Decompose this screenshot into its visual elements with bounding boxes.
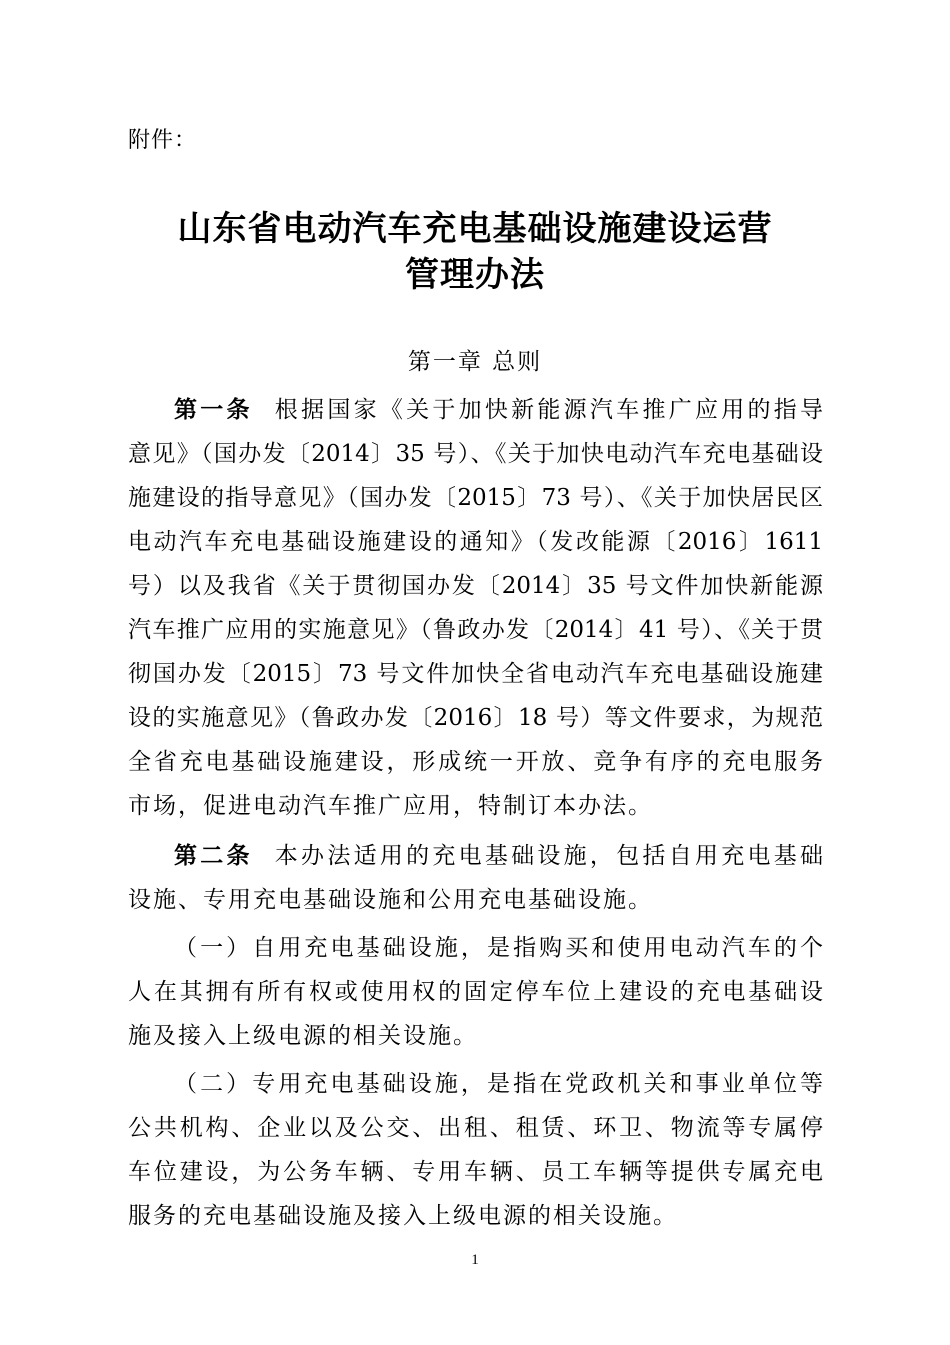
item-1-text-line: 人在其拥有所有权或使用权的固定停车位上建设的充电基础设 bbox=[128, 979, 823, 1005]
article-1-first-line bbox=[174, 388, 823, 432]
article-1-text-line: 电动汽车充电基础设施建设的通知》（发改能源〔2016〕1611 bbox=[128, 529, 823, 555]
item-2-text-line: 服务的充电基础设施及接入上级电源的相关设施。 bbox=[128, 1203, 678, 1229]
page-number: 1 bbox=[471, 1252, 479, 1268]
article-1-text-line: 设的实施意见》（鲁政办发〔2016〕18 号）等文件要求，为规范 bbox=[128, 705, 823, 731]
article-1-text-line: 市场，促进电动汽车推广应用，特制订本办法。 bbox=[128, 793, 653, 819]
article-1-text-line: 施建设的指导意见》（国办发〔2015〕73 号）、《关于加快居民区 bbox=[128, 485, 823, 511]
article-1-text-line: 意见》（国办发〔2014〕35 号）、《关于加快电动汽车充电基础设 bbox=[128, 441, 823, 467]
item-2-text-line: 公共机构、企业以及公交、出租、租赁、环卫、物流等专属停 bbox=[128, 1115, 823, 1141]
item-2-text-line: 车位建设，为公务车辆、专用车辆、员工车辆等提供专属充电 bbox=[128, 1159, 823, 1185]
item-1-text-line: （一）自用充电基础设施，是指购买和使用电动汽车的个 bbox=[174, 935, 823, 961]
attachment-label: 附件： bbox=[128, 128, 198, 153]
article-1-text-line: 根据国家《关于加快新能源汽车推广应用的指导 bbox=[274, 397, 824, 423]
article-1-label: 第一条 bbox=[174, 397, 253, 423]
article-2-label: 第二条 bbox=[174, 843, 253, 869]
document-title-line-1: 山东省电动汽车充电基础设施建设运营 bbox=[177, 209, 773, 249]
item-2-text-line: （二）专用充电基础设施，是指在党政机关和事业单位等 bbox=[174, 1071, 823, 1097]
article-2-first-line bbox=[174, 834, 823, 878]
document-title-line-2: 管理办法 bbox=[405, 255, 545, 295]
chapter-heading: 第一章 总则 bbox=[407, 349, 543, 375]
article-1-text-line: 号）以及我省《关于贯彻国办发〔2014〕35 号文件加快新能源 bbox=[128, 573, 823, 599]
article-1-text-line: 全省充电基础设施建设，形成统一开放、竞争有序的充电服务 bbox=[128, 749, 823, 775]
article-1-text-line: 彻国办发〔2015〕73 号文件加快全省电动汽车充电基础设施建 bbox=[128, 661, 823, 687]
item-1-text-line: 施及接入上级电源的相关设施。 bbox=[128, 1023, 478, 1049]
article-2-text-line: 设施、专用充电基础设施和公用充电基础设施。 bbox=[128, 887, 653, 913]
article-2-text-line: 本办法适用的充电基础设施，包括自用充电基础 bbox=[274, 843, 824, 869]
article-1-text-line: 汽车推广应用的实施意见》（鲁政办发〔2014〕41 号）、《关于贯 bbox=[128, 617, 823, 643]
